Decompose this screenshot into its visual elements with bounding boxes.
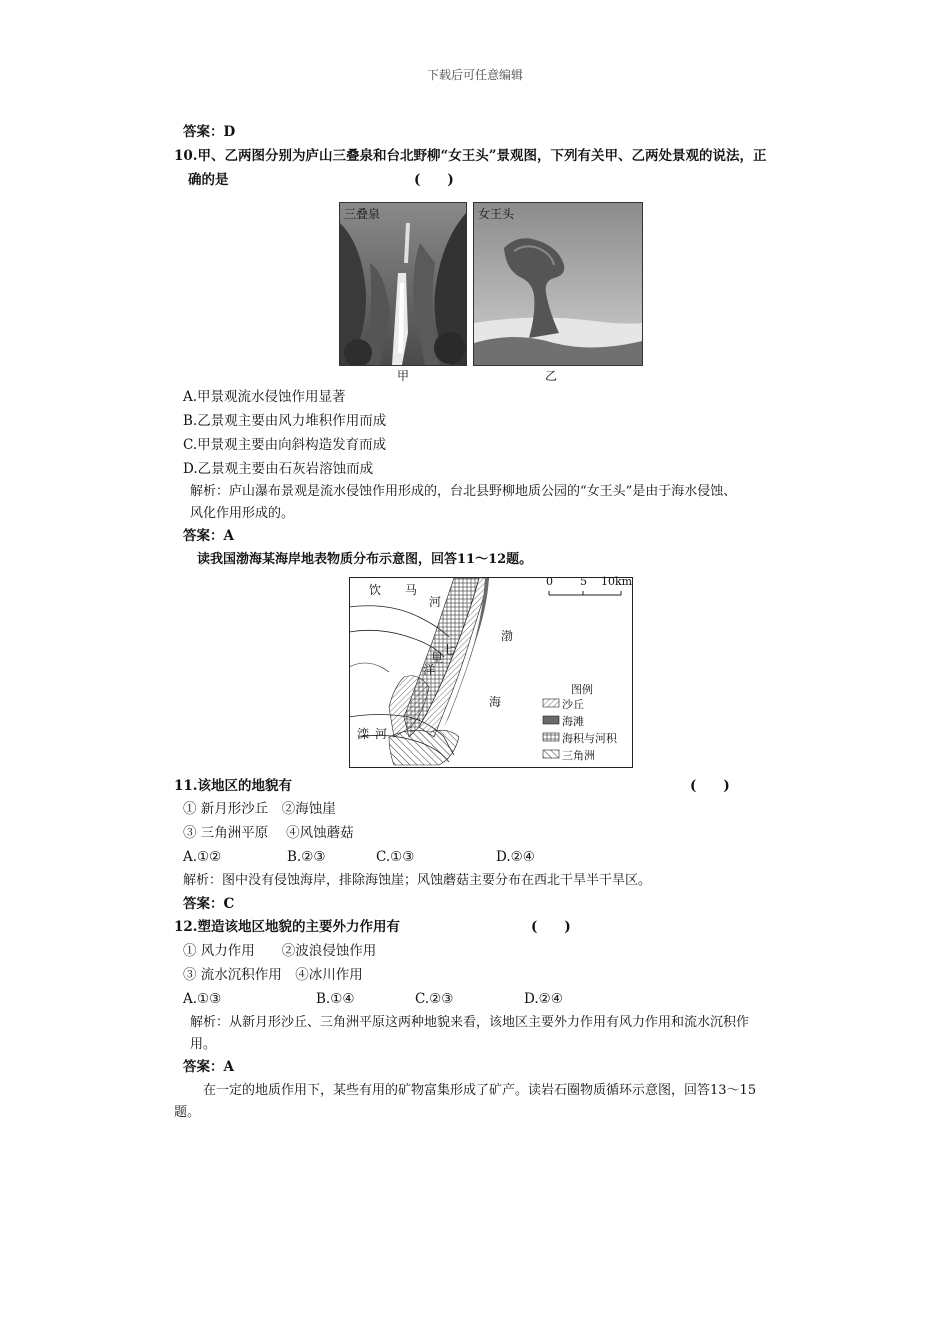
intro-11-12: 读我国渤海某海岸地表物质分布示意图，回答11～12题。	[197, 552, 533, 567]
map-label-li: 里	[431, 651, 444, 665]
intro-13-15-line1: 在一定的地质作用下，某些有用的矿物富集形成了矿产。读岩石圈物质循环示意图，回答13～15	[203, 1083, 757, 1098]
q11-option-d: D.②④	[496, 849, 535, 865]
map-label-he-top: 河	[429, 595, 442, 609]
q10-analysis-line1: 解析：庐山瀑布景观是流水侵蚀作用形成的，台北县野柳地质公园的“女王头”是由于海水侵蚀、	[190, 484, 737, 499]
caption-jia: 甲	[397, 369, 410, 383]
caption-yi: 乙	[545, 369, 558, 383]
q11-stem: 11.该地区的地貌有	[174, 778, 292, 794]
q11-answer: 答案：C	[183, 896, 235, 912]
legend-marine: 海积与河积	[562, 732, 617, 745]
q12-option-d: D.②④	[524, 991, 563, 1007]
q12-analysis-line1: 解析：从新月形沙丘、三角洲平原这两种地貌来看，该地区主要外力作用有风力作用和流水沉积作	[190, 1015, 750, 1030]
map-label-hai: 海	[489, 695, 502, 709]
q12-analysis-line2: 用。	[190, 1037, 217, 1052]
q10-answer: 答案：A	[183, 528, 234, 544]
legend-title: 图例	[571, 683, 593, 696]
legend-delta: 三角洲	[562, 749, 595, 762]
q12-option-a: A.①③	[183, 991, 222, 1007]
photo-left-label: 三叠泉	[344, 207, 381, 221]
map-label-qi: 七	[443, 643, 456, 657]
map-label-yin: 饮	[369, 583, 382, 597]
waterfall-photo	[339, 202, 467, 366]
photo-right-label: 女王头	[478, 207, 515, 221]
scale-5: 5	[580, 575, 587, 588]
map-label-bo: 渤	[501, 629, 514, 643]
q11-option-a: A.①②	[183, 849, 222, 865]
intro-13-15-line2: 题。	[174, 1105, 201, 1120]
q10-option-a: A.甲景观流水侵蚀作用显著	[183, 389, 346, 405]
q10-option-b: B.乙景观主要由风力堆积作用而成	[183, 413, 387, 429]
q11-items-line1: ① 新月形沙丘 ②海蚀崖	[183, 801, 336, 817]
q9-answer: 答案：D	[183, 124, 236, 140]
legend-dune: 沙丘	[562, 698, 584, 711]
q10-stem-line1: 10.甲、乙两图分别为庐山三叠泉和台北野柳“女王头”景观图，下列有关甲、乙两处景观的说法，正	[174, 148, 767, 164]
scale-10km: 10km	[601, 575, 633, 588]
q12-answer: 答案：A	[183, 1059, 234, 1075]
map-label-ma: 马	[405, 583, 418, 597]
map-label-he-bottom: 河	[375, 727, 388, 741]
map-label-yang: 洋	[423, 663, 436, 677]
queens-head-photo	[473, 202, 643, 366]
q10-analysis-line2: 风化作用形成的。	[190, 506, 295, 521]
q11-analysis: 解析：图中没有侵蚀海岸，排除海蚀崖；风蚀蘑菇主要分布在西北干旱半干旱区。	[183, 873, 652, 888]
q10-option-c: C.甲景观主要由向斜构造发育而成	[183, 437, 387, 453]
q12-items-line1: ① 风力作用 ②波浪侵蚀作用	[183, 943, 377, 959]
map-label-luan: 滦	[357, 727, 370, 741]
q12-items-line2: ③ 流水沉积作用 ④冰川作用	[183, 967, 363, 983]
q12-stem: 12.塑造该地区地貌的主要外力作用有	[174, 919, 400, 935]
q11-items-line2: ③ 三角洲平原 ④风蚀蘑菇	[183, 825, 354, 841]
coast-map	[349, 577, 633, 768]
q10-bracket: ( )	[414, 172, 454, 188]
q10-stem-line2: 确的是	[188, 172, 229, 188]
q12-option-b: B.①④	[316, 991, 355, 1007]
legend-beach: 海滩	[562, 715, 584, 728]
q12-option-c: C.②③	[415, 991, 454, 1007]
q11-option-c: C.①③	[376, 849, 415, 865]
q11-option-b: B.②③	[287, 849, 326, 865]
q12-bracket: ( )	[531, 919, 571, 935]
page-header: 下载后可任意编辑	[426, 68, 523, 82]
q10-option-d: D.乙景观主要由石灰岩溶蚀而成	[183, 461, 374, 477]
q11-bracket: ( )	[690, 778, 730, 794]
scale-0: 0	[546, 575, 553, 588]
